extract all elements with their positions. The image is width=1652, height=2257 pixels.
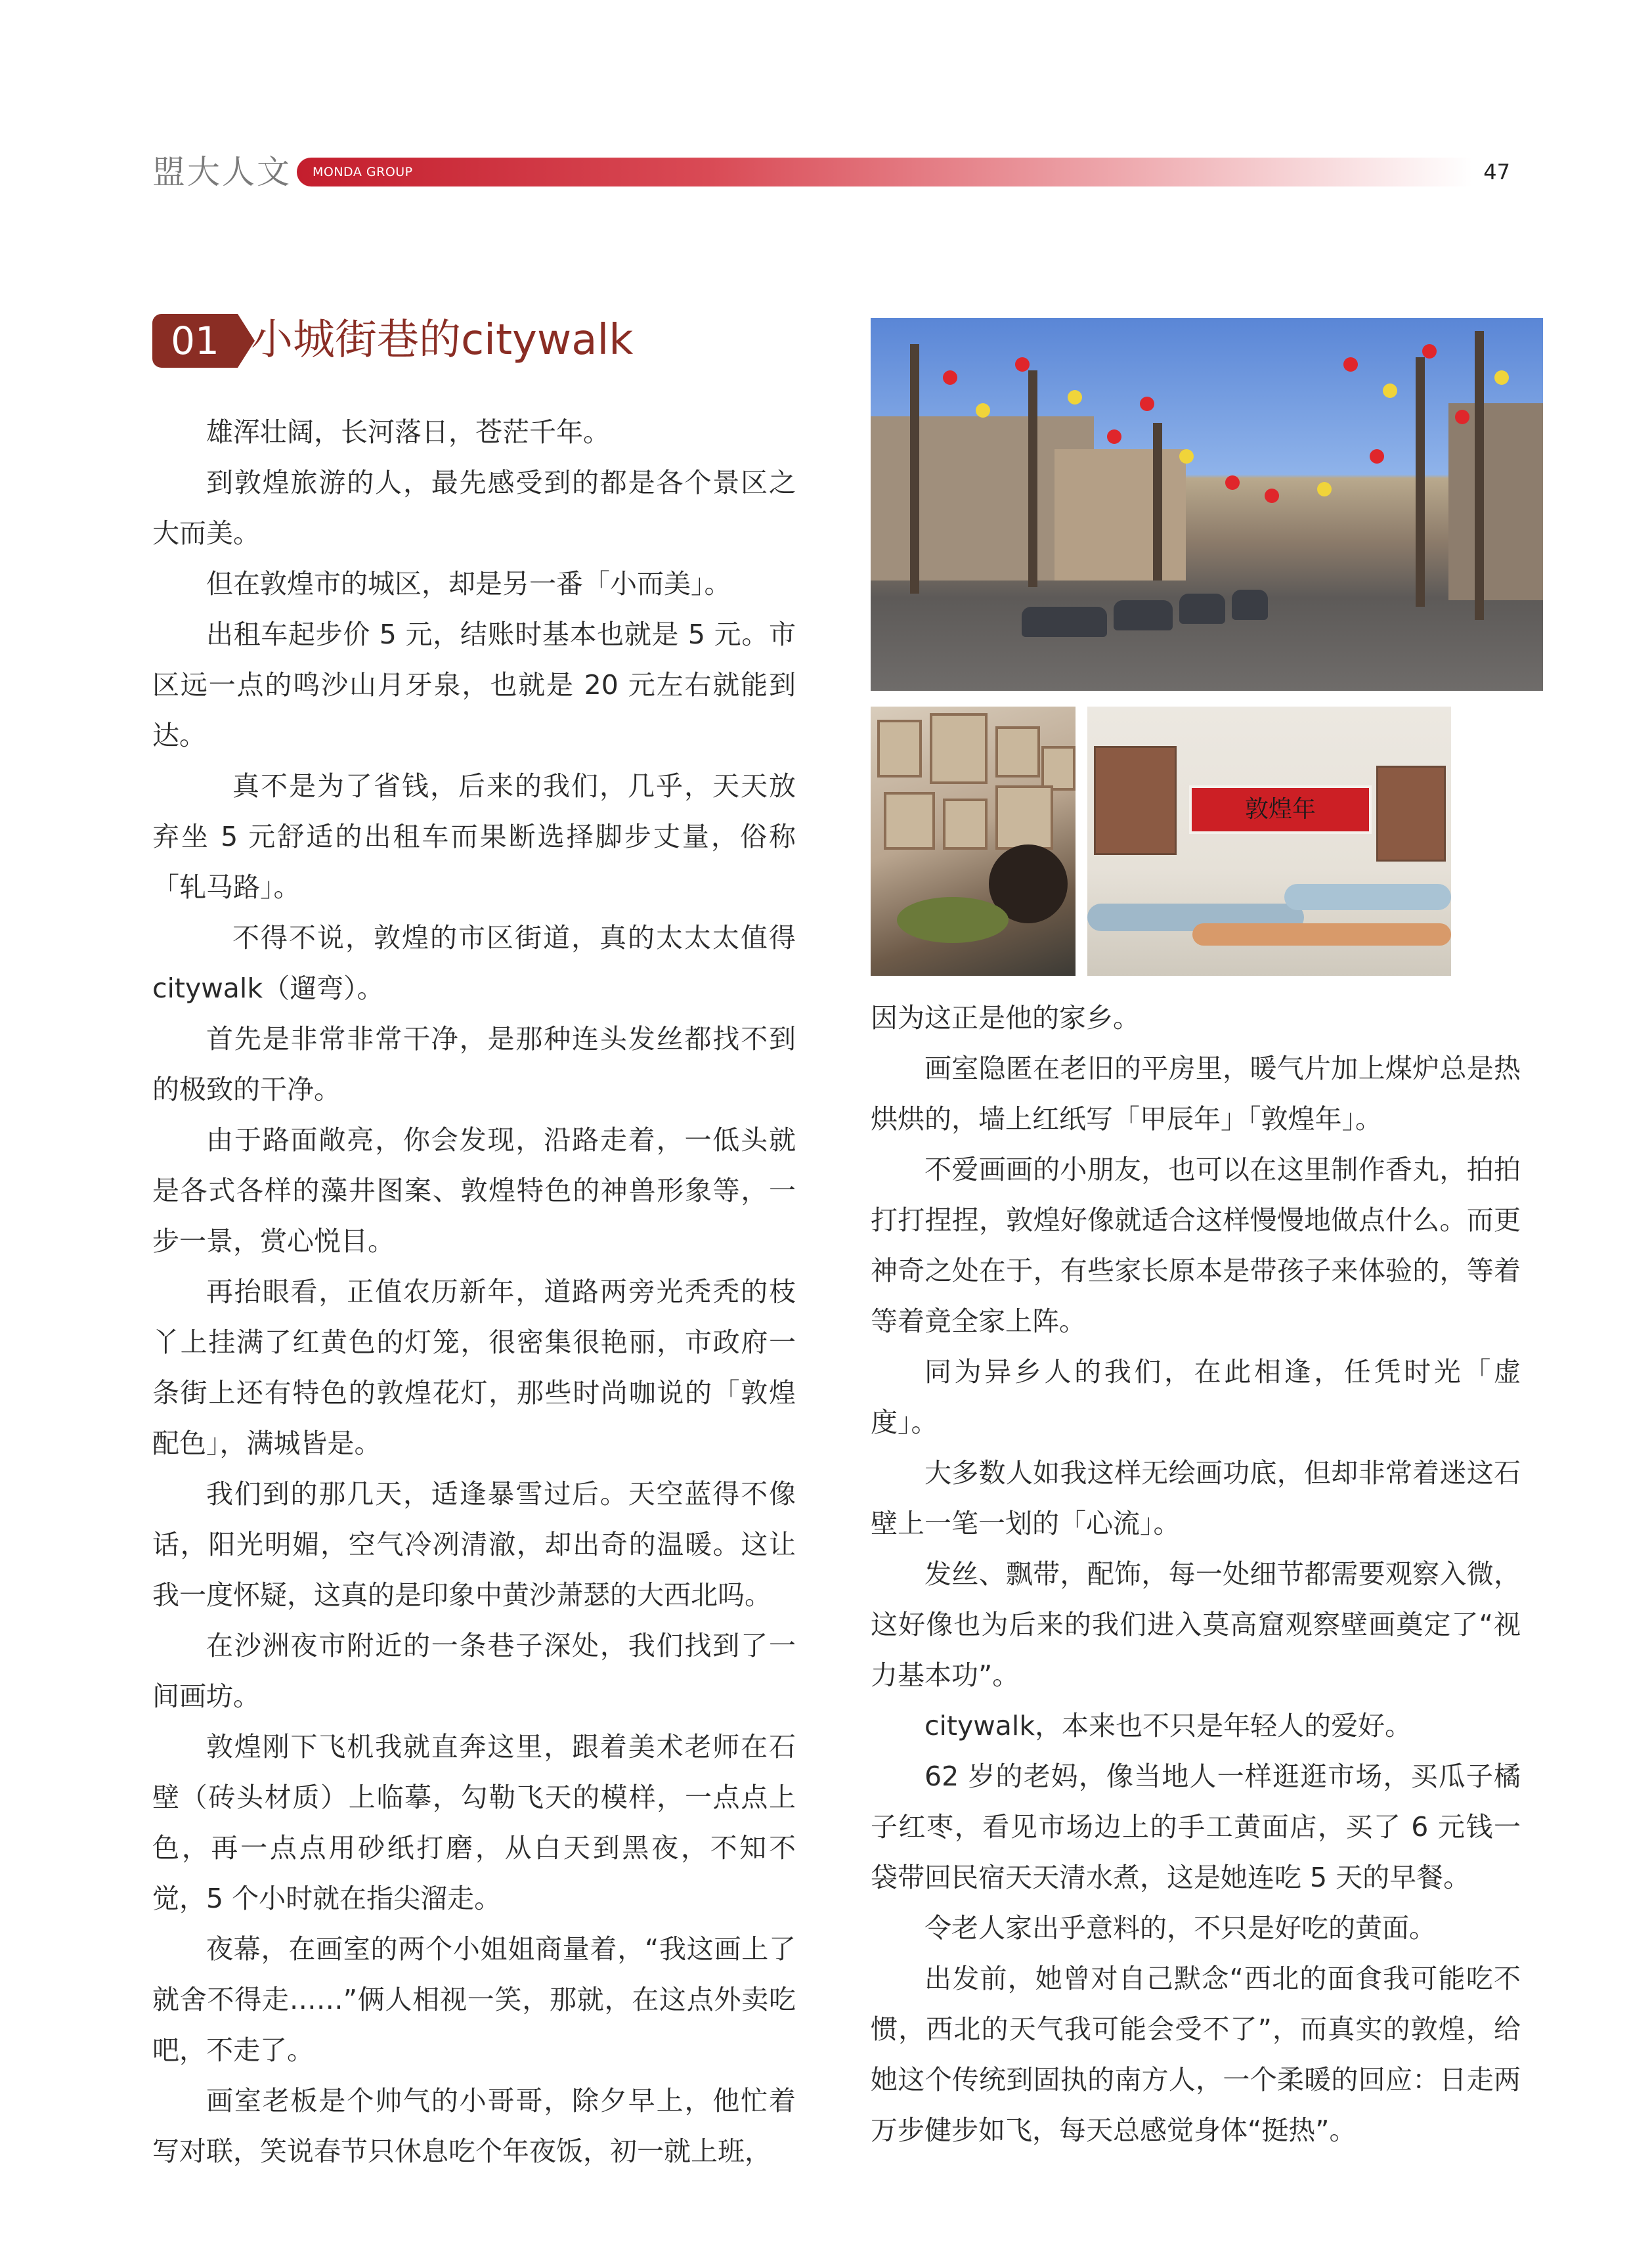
lantern — [1068, 390, 1082, 405]
paragraph: 雄浑壮阔，长河落日，苍茫千年。 — [206, 416, 610, 448]
banner-text: 敦煌年 — [1244, 796, 1316, 823]
cloud-pattern — [1284, 884, 1451, 910]
brand-bar — [297, 158, 1472, 186]
mural-painting-right — [1376, 766, 1446, 862]
section-badge — [152, 314, 238, 368]
mural-photo — [1087, 707, 1451, 976]
lantern — [1343, 357, 1358, 372]
page-number: 47 — [1483, 160, 1510, 185]
tree-trunk — [1153, 423, 1162, 581]
studio-photo — [871, 707, 1076, 976]
lantern — [1015, 357, 1030, 372]
section-title: 小城街巷的citywalk — [251, 316, 634, 364]
paragraph: 真不是为了省钱，后来的我们，几乎，天天放弃坐 5 元舒适的出租车而果断选择脚步丈量，俗称「轧马路」。 — [152, 770, 796, 903]
paragraph: 出租车起步价 5 元，结账时基本也就是 5 元。市区远一点的鸣沙山月牙泉，也就是 20 元左右就能到达。 — [152, 619, 796, 751]
paragraph: citywalk，本来也不只是年轻人的爱好。 — [924, 1710, 1412, 1742]
brand-label: MONDA GROUP — [313, 165, 413, 179]
paragraph: 敦煌刚下飞机我就直奔这里，跟着美术老师在石壁（砖头材质）上临摹，勾勒飞天的模样，一点点上色，再一点点用砂纸打磨，从白天到黑夜，不知不觉，5 个小时就在指尖溜走。 — [152, 1731, 796, 1914]
lantern — [1494, 370, 1509, 385]
lantern — [1140, 397, 1154, 411]
paragraph: 大多数人如我这样无绘画功底，但却非常着迷这石壁上一笔一划的「心流」。 — [871, 1457, 1521, 1539]
magazine-header — [152, 150, 292, 194]
left-column — [152, 407, 796, 2177]
lantern — [1317, 482, 1332, 496]
painting-frame — [877, 720, 922, 778]
paragraph: 画室老板是个帅气的小哥哥，除夕早上，他忙着写对联，笑说春节只休息吃个年夜饭，初一就上班， — [152, 2085, 796, 2167]
painting-frame — [995, 785, 1053, 850]
magazine-name: 盟大人文 — [152, 153, 292, 191]
paragraph: 出发前，她曾对自己默念“西北的面食我可能吃不惯，西北的天气我可能会受不了”，而真实的敦煌，给她这个传统到固执的南方人，一个柔暖的回应：日走两万步健步如飞，每天总感觉身体“挺热”。 — [871, 1963, 1521, 2146]
lantern — [1422, 344, 1437, 359]
car — [1232, 590, 1268, 620]
building-mid — [1054, 449, 1186, 581]
lantern — [1455, 410, 1469, 424]
building-right — [1448, 403, 1543, 600]
painting-frame — [995, 726, 1040, 778]
right-column — [871, 993, 1521, 2156]
red-banner — [1189, 785, 1372, 834]
tree-trunk — [910, 344, 919, 594]
tree-trunk — [1028, 370, 1037, 587]
clay-plate — [897, 897, 1009, 943]
lantern — [1265, 489, 1279, 503]
paragraph: 到敦煌旅游的人，最先感受到的都是各个景区之大而美。 — [152, 467, 796, 549]
paragraph: 因为这正是他的家乡。 — [871, 1002, 1140, 1034]
paragraph: 但在敦煌市的城区，却是另一番「小而美」。 — [206, 568, 731, 600]
car — [1114, 600, 1173, 630]
mural-painting-left — [1094, 746, 1177, 855]
painting-frame — [943, 799, 988, 850]
lantern — [943, 370, 957, 385]
paragraph: 发丝、飘带，配饰，每一处细节都需要观察入微，这好像也为后来的我们进入莫高窟观察壁画奠定了“视力基本功”。 — [871, 1558, 1521, 1691]
paragraph: 夜幕，在画室的两个小姐姐商量着，“我这画上了就舍不得走……”俩人相视一笑，那就，在这点外卖吃吧，不走了。 — [152, 1933, 796, 2066]
painting-frame — [884, 792, 935, 850]
paragraph: 首先是非常非常干净，是那种连头发丝都找不到的极致的干净。 — [152, 1023, 796, 1105]
section-number: 01 — [171, 318, 219, 363]
lantern — [1179, 449, 1194, 464]
paragraph: 在沙洲夜市附近的一条巷子深处，我们找到了一间画坊。 — [152, 1630, 796, 1712]
cloud-pattern — [1192, 923, 1451, 946]
car — [1022, 607, 1107, 637]
paragraph: 同为异乡人的我们，在此相逢，任凭时光「虚度」。 — [871, 1356, 1521, 1438]
street-photo — [871, 318, 1543, 691]
paragraph: 由于路面敞亮，你会发现，沿路走着，一低头就是各式各样的藻井图案、敦煌特色的神兽形象等，一步一景，赏心悦目。 — [152, 1124, 796, 1257]
lantern — [1370, 449, 1384, 464]
paragraph: 令老人家出乎意料的，不只是好吃的黄面。 — [924, 1912, 1436, 1944]
paragraph: 画室隐匿在老旧的平房里，暖气片加上煤炉总是热烘烘的，墙上红纸写「甲辰年」「敦煌年」。 — [871, 1053, 1521, 1135]
lantern — [976, 403, 990, 418]
lantern — [1383, 383, 1397, 398]
painting-frame — [1041, 746, 1076, 791]
tree-trunk — [1475, 331, 1484, 620]
paragraph: 我们到的那几天，适逢暴雪过后。天空蓝得不像话，阳光明媚，空气冷冽清澈，却出奇的温暖。这让我一度怀疑，这真的是印象中黄沙萧瑟的大西北吗。 — [152, 1478, 796, 1611]
tree-trunk — [1416, 357, 1425, 607]
paragraph: 不得不说，敦煌的市区街道，真的太太太值得citywalk（遛弯）。 — [152, 922, 796, 1004]
paragraph: 62 岁的老妈，像当地人一样逛逛市场，买瓜子橘子红枣，看见市场边上的手工黄面店，买了 6 元钱一袋带回民宿天天清水煮，这是她连吃 5 天的早餐。 — [871, 1761, 1521, 1893]
paragraph: 再抬眼看，正值农历新年，道路两旁光秃秃的枝丫上挂满了红黄色的灯笼，很密集很艳丽，市政府一条街上还有特色的敦煌花灯，那些时尚咖说的「敦煌配色」，满城皆是。 — [152, 1276, 796, 1459]
car — [1179, 594, 1225, 624]
lantern — [1107, 429, 1121, 444]
painting-frame — [930, 713, 988, 784]
lantern — [1225, 475, 1240, 490]
paragraph: 不爱画画的小朋友，也可以在这里制作香丸，拍拍打打捏捏，敦煌好像就适合这样慢慢地做点什么。而更神奇之处在于，有些家长原本是带孩子来体验的，等着等着竟全家上阵。 — [871, 1154, 1521, 1337]
